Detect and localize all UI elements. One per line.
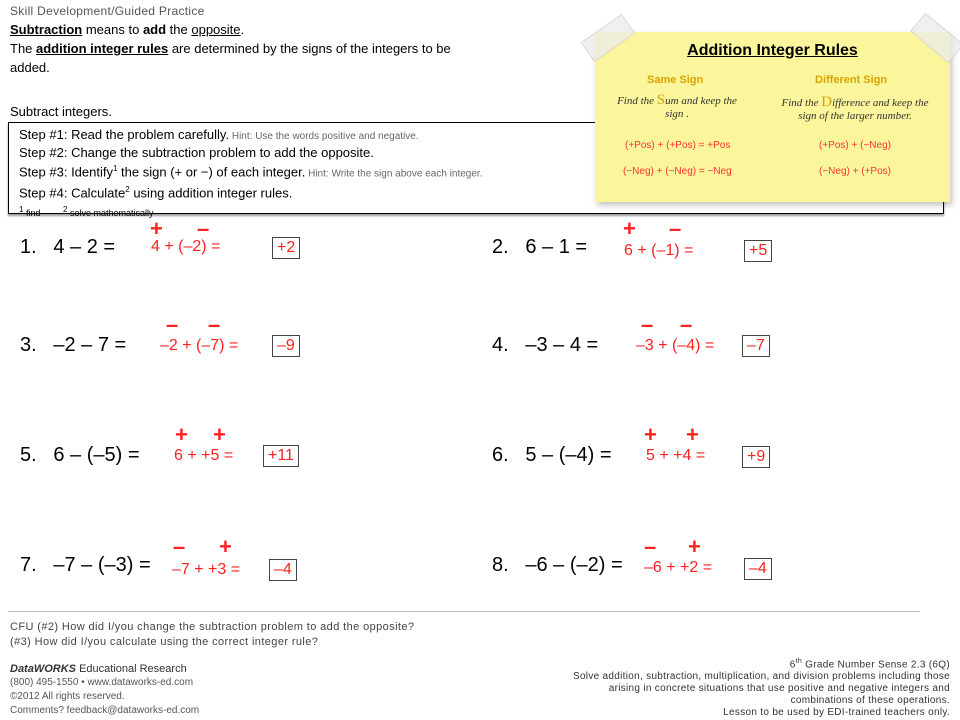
grade-number: 6 — [789, 659, 796, 671]
worked-expression: 4 + (–2) = — [151, 238, 221, 255]
worked-expression: –7 + +3 = — [172, 561, 241, 578]
publisher-contact: (800) 495-1550 • www.dataworks-ed.com — [10, 677, 194, 688]
step-hint: Hint: Use the words positive and negative. — [229, 131, 419, 142]
worked-expression: –6 + +2 = — [644, 559, 713, 576]
step-label: Step #3: — [19, 164, 68, 180]
footnote-marker: 1 — [112, 164, 118, 173]
problem-expression: 6 – (–5) = — [53, 444, 140, 466]
section-label: Skill Development/Guided Practice — [10, 4, 205, 18]
grade-suffix: th — [795, 658, 803, 665]
sign-mark: – — [669, 216, 682, 241]
answer-box: +9 — [742, 446, 770, 468]
desc-letter: D — [821, 94, 833, 110]
intro-fragment: are determined by the signs of the integers to be added. — [10, 41, 451, 75]
step-text: using addition integer rules. — [129, 185, 293, 201]
problem-number: 6. — [492, 444, 509, 466]
problem-expression: –7 – (–3) = — [53, 554, 151, 576]
cfu-question-2: CFU (#2) How did I/you change the subtraction problem to add the opposite? — [10, 621, 415, 633]
term-subtraction: Subtraction — [10, 22, 83, 37]
brand-subtitle: Educational Research — [76, 663, 187, 675]
sign-mark: – — [644, 534, 657, 559]
answer-box: –7 — [742, 335, 770, 357]
problem-expression: 5 – (–4) = — [525, 444, 612, 466]
sign-mark: – — [641, 312, 654, 337]
footnote-text: find — [23, 207, 41, 218]
problem-8 — [492, 554, 623, 577]
sign-mark: + — [213, 422, 226, 447]
copyright: ©2012 All rights reserved. — [10, 691, 125, 702]
problem-expression: –3 – 4 = — [525, 334, 599, 356]
cfu-question-3: (#3) How did I/you calculate using the correct integer rule? — [10, 636, 319, 648]
problem-number: 3. — [20, 334, 37, 356]
subtract-integers-title: Subtract integers. — [10, 104, 112, 119]
problem-expression: –6 – (–2) = — [525, 554, 623, 576]
intro-line-2 — [10, 39, 480, 77]
problem-number: 4. — [492, 334, 509, 356]
brand-logo-text: DataWORKS — [10, 663, 77, 675]
step-label: Step #4: — [19, 185, 68, 201]
problem-number: 2. — [492, 236, 509, 258]
intro-fragment: . — [240, 22, 245, 37]
intro-fragment: means to — [82, 22, 143, 37]
problem-expression: 6 – 1 = — [525, 236, 588, 258]
step-text: Calculate — [71, 185, 126, 201]
worked-expression: –2 + (–7) = — [160, 337, 239, 354]
desc-text: Find the — [781, 97, 822, 109]
footnote-marker: 2 — [125, 185, 130, 195]
sign-mark: + — [175, 422, 188, 447]
term-add: add — [142, 22, 167, 37]
intro-fragment: the — [166, 22, 192, 37]
cfu-questions — [10, 620, 414, 650]
sign-mark: + — [686, 422, 699, 447]
worked-expression: 6 + (–1) = — [624, 242, 694, 259]
standard-title — [570, 656, 950, 671]
problem-number: 7. — [20, 554, 37, 576]
step-hint: Hint: Write the sign above each integer. — [305, 168, 483, 180]
intro-fragment: The — [10, 41, 37, 56]
worked-expression: 6 + +5 = — [174, 447, 234, 464]
feedback-email: Comments? feedback@dataworks-ed.com — [10, 705, 200, 716]
sign-mark: – — [166, 312, 179, 337]
different-sign-description — [775, 96, 935, 123]
step-text: the sign (+ or −) of each integer. — [117, 164, 306, 180]
rule-different-1: (+Pos) + (−Neg) — [819, 140, 891, 151]
answer-box: –4 — [269, 559, 297, 581]
sign-mark: – — [173, 534, 186, 559]
problem-number: 1. — [20, 236, 37, 258]
sign-mark: + — [150, 216, 163, 241]
footnote-text: solve mathematically — [67, 207, 154, 218]
publisher-info — [10, 662, 199, 718]
problem-number: 5. — [20, 444, 37, 466]
addition-rules-note — [595, 32, 950, 202]
usage-note: Lesson to be used by EDI-trained teachers only. — [723, 707, 950, 719]
sign-mark: + — [644, 422, 657, 447]
desc-text: um and keep the sign . — [665, 95, 737, 120]
sign-mark: + — [219, 534, 232, 559]
answer-box: +5 — [744, 240, 772, 262]
sign-mark: – — [680, 312, 693, 337]
step-label: Step #2: — [19, 145, 68, 160]
desc-text: Find the — [617, 95, 657, 107]
intro-line-1 — [10, 20, 480, 39]
problem-expression: 4 – 2 = — [53, 236, 116, 258]
desc-text: ifference and keep the sign of the larger number. — [798, 97, 929, 122]
sign-mark: – — [208, 312, 221, 337]
footnote-number: 2 — [62, 204, 68, 214]
standard-info — [570, 656, 950, 719]
step-text: Change the subtraction problem to add the opposite. — [71, 145, 374, 160]
worked-expression: 5 + +4 = — [646, 447, 706, 464]
publisher-name — [10, 662, 199, 676]
answer-box: +2 — [272, 237, 300, 259]
rule-same-negative: (−Neg) + (−Neg) = −Neg — [623, 166, 732, 177]
rules-title: Addition Integer Rules — [687, 42, 858, 59]
footnote-number: 1 — [19, 204, 24, 214]
problem-6 — [492, 444, 612, 467]
problem-number: 8. — [492, 554, 509, 576]
problem-2 — [492, 236, 587, 259]
standard-code: Grade Number Sense 2.3 (6Q) — [802, 659, 950, 671]
standard-description: Solve addition, subtraction, multiplication, and division problems including those arising in concrete situations that use positive and negative integers and combinations of these operations. — [572, 671, 950, 707]
answer-box: –4 — [744, 558, 772, 580]
term-opposite: opposite — [191, 22, 241, 37]
step-text: Identify — [71, 164, 113, 180]
problem-4 — [492, 334, 598, 357]
worked-expression: –3 + (–4) = — [636, 337, 715, 354]
divider — [8, 611, 920, 612]
answer-box: –9 — [272, 335, 300, 357]
different-sign-heading: Different Sign — [815, 74, 888, 86]
same-sign-description — [617, 94, 737, 121]
problem-1 — [20, 236, 115, 259]
step-text: Read the problem carefully. — [71, 127, 230, 142]
answer-box: +11 — [263, 445, 299, 467]
intro-text — [10, 20, 480, 77]
rule-different-2: (−Neg) + (+Pos) — [819, 166, 891, 177]
problem-5 — [20, 444, 140, 467]
sign-mark: + — [688, 534, 701, 559]
problem-7 — [20, 554, 151, 577]
desc-letter: S — [656, 92, 666, 108]
problem-expression: –2 – 7 = — [53, 334, 127, 356]
rule-same-positive: (+Pos) + (+Pos) = +Pos — [625, 140, 731, 151]
sign-mark: + — [623, 216, 636, 241]
same-sign-heading: Same Sign — [647, 74, 704, 86]
problem-3 — [20, 334, 126, 357]
term-addition-integer-rules: addition integer rules — [36, 41, 169, 56]
step-label: Step #1: — [19, 127, 68, 142]
sign-mark: – — [197, 216, 210, 241]
